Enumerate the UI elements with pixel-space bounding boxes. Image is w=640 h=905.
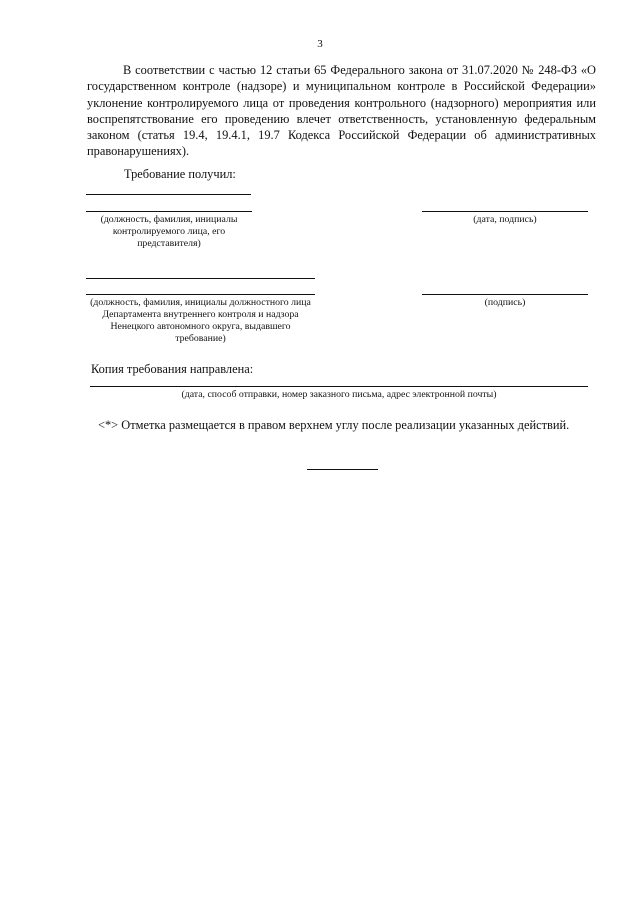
page-number: 3: [317, 38, 323, 50]
official-signature-line: [422, 294, 588, 295]
recipient-date-signature-caption: (дата, подпись): [473, 214, 537, 225]
received-label: Требование получил:: [124, 167, 236, 181]
recipient-name-line-1: [86, 194, 251, 195]
end-divider: [307, 469, 378, 470]
copy-caption: (дата, способ отправки, номер заказного письма, адрес электронной почты): [181, 389, 497, 400]
copy-label: Копия требования направлена:: [91, 362, 254, 376]
recipient-name-line-2: [86, 211, 252, 212]
official-caption: (должность, фамилия, инициалы должностного лица Департамента внутреннего контроля и надзора Ненецкого автономного округа, выдавшего требование): [90, 297, 311, 344]
official-name-line-1: [86, 278, 315, 279]
copy-line: [90, 386, 588, 387]
legal-paragraph: В соответствии с частью 12 статьи 65 Федерального закона от 31.07.2020 № 248-ФЗ «О государственном контроле (надзоре) и муниципальном контроле в Российской Федерации» уклонение контролируемого лица от проведения контрольного (надзорного) мероприятия или воспрепятствование его проведению влечет ответственность, установленную федеральным законом (статья 19.4, 19.4.1, 19.7 Кодекса Российской Федерации об административных правонарушениях).: [87, 63, 596, 159]
footnote: <*> Отметка размещается в правом верхнем углу после реализации указанных действий.: [98, 418, 570, 432]
recipient-date-signature-line: [422, 211, 588, 212]
official-signature-caption: (подпись): [484, 297, 526, 308]
official-name-line-2: [86, 294, 315, 295]
recipient-caption: (должность, фамилия, инициалы контролируемого лица, его представителя): [100, 214, 238, 249]
